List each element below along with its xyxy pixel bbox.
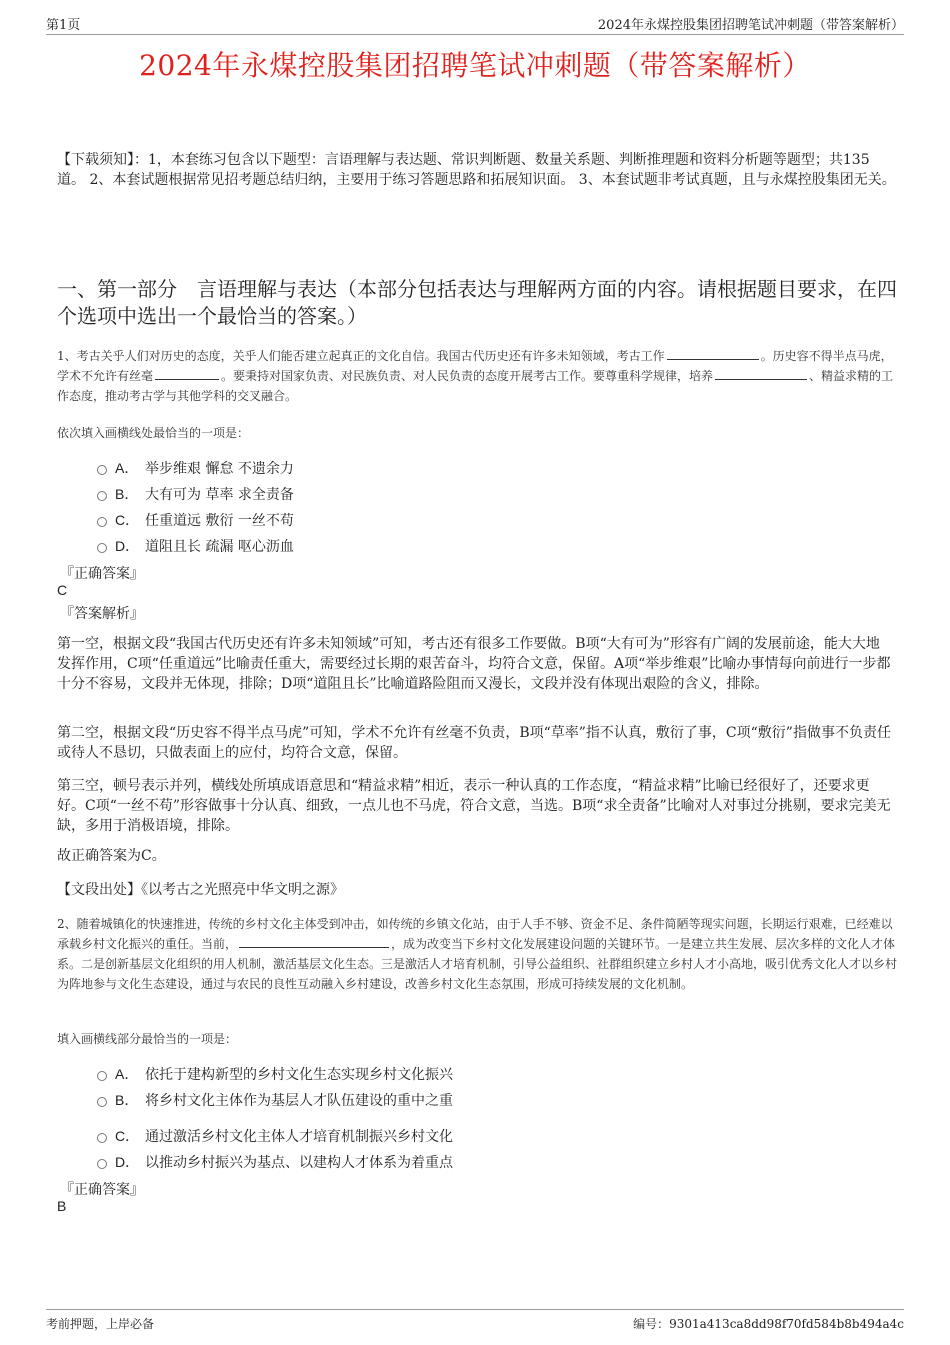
answer-label: 『正确答案』 xyxy=(60,566,144,582)
footer-slogan: 考前押题，上岸必备 xyxy=(46,1317,155,1331)
question-2-option-b[interactable]: B． 将乡村文化主体作为基层人才队伍建设的重中之重 xyxy=(97,1090,453,1110)
question-2-option-c[interactable]: C． 通过激活乡村文化主体人才培育机制振兴乡村文化 xyxy=(97,1126,453,1146)
radio-icon[interactable] xyxy=(97,1071,107,1081)
analysis-paragraph: 第二空，根据文段“历史容不得半点马虎”可知，学术不允许有丝毫不负责，B项“草率”指不认真，敷衍了事，C项“敷衍”指做事不负责任或待人不恳切，只做表面上的应付，均符合文意，保留。 xyxy=(57,725,891,761)
question-1-stem: 1、考古关乎人们对历史的态度，关乎人们能否建立起真正的文化自信。我国古代历史还有许多未知领域，考古工作 。历史容不得半点马虎，学术不允许有丝毫 。要秉持对国家负责、对民族负责、对人民负责的态度开展考古工作。要尊重科学规律，培养 、精益求精的工作态度，推动考古学与其他学科的交叉融合。 xyxy=(57,349,894,403)
page-header xyxy=(46,14,904,35)
fill-blank xyxy=(155,367,219,380)
answer-label: 『正确答案』 xyxy=(60,1182,144,1198)
question-1-option-c[interactable]: C． 任重道远 敷衍 一丝不苟 xyxy=(97,510,294,530)
fill-blank xyxy=(239,935,389,948)
page-footer xyxy=(46,1309,904,1332)
radio-icon[interactable] xyxy=(97,1133,107,1143)
question-2-option-a[interactable]: A． 依托于建构新型的乡村文化生态实现乡村文化振兴 xyxy=(97,1064,453,1084)
fill-blank xyxy=(667,347,759,360)
header-doc-title: 2024年永煤控股集团招聘笔试冲刺题（带答案解析） xyxy=(597,18,904,33)
download-notice: 【下载须知】：1，本套练习包含以下题型：言语理解与表达题、常识判断题、数量关系题、判断推理题和资料分析题等题型；共135道。 2、本套试题根据常见招考题总结归纳，主要用于练习答题思路和拓展知识面。 3、本套试题非考试真题，且与永煤控股集团无关。 xyxy=(57,152,896,188)
answer-value: B xyxy=(57,1198,67,1214)
question-2-option-d[interactable]: D． 以推动乡村振兴为基点、以建构人才体系为着重点 xyxy=(97,1152,453,1172)
document-title: 2024年永煤控股集团招聘笔试冲刺题（带答案解析） xyxy=(139,49,811,82)
analysis-conclusion: 故正确答案为C。 xyxy=(57,848,166,864)
question-2-stem: 2、随着城镇化的快速推进，传统的乡村文化主体受到冲击，如传统的乡镇文化站，由于人手不够、资金不足、条件简陋等现实问题，长期运行艰难，已经难以承载乡村文化振兴的重任。当前， ，成为改变当下乡村文化发展建设问题的关键环节。一是建立共生发展、层次多样的文化人才体系。二是创新基层文化组织的用人机制，激活基层文化生态。三是激活人才培育机制，引导公益组织、社群组织建立乡村人才小高地，吸引优秀文化人才以乡村为阵地参与文化生态建设，通过与农民的良性互动融入乡村建设，改善乡村文化生态氛围，形成可持续发展的文化机制。 xyxy=(57,917,898,991)
radio-icon[interactable] xyxy=(97,517,107,527)
answer-value: C xyxy=(57,582,68,598)
radio-icon[interactable] xyxy=(97,465,107,475)
radio-icon[interactable] xyxy=(97,1159,107,1169)
question-1-option-b[interactable]: B． 大有可为 草率 求全责备 xyxy=(97,484,294,504)
page-number: 第1页 xyxy=(46,18,81,33)
footer-doc-id: 编号：9301a413ca8dd98f70fd584b8b494a4c xyxy=(633,1317,904,1331)
radio-icon[interactable] xyxy=(97,491,107,501)
analysis-paragraph: 第三空，顿号表示并列，横线处所填成语意思和“精益求精”相近，表示一种认真的工作态度，“精益求精”比喻已经很好了，还要求更好。C项“一丝不苟”形容做事十分认真、细致，一点儿也不马虎，符合文意，当选。B项“求全责备”比喻对人对事过分挑剔，要求完美无缺，多用于消极语境，排除。 xyxy=(57,778,891,834)
source-citation: 【文段出处】《以考古之光照亮中华文明之源》 xyxy=(57,882,344,898)
analysis-label: 『答案解析』 xyxy=(60,606,144,622)
question-1-option-d[interactable]: D． 道阻且长 疏漏 呕心沥血 xyxy=(97,536,294,556)
question-2-prompt: 填入画横线部分最恰当的一项是： xyxy=(57,1032,238,1046)
radio-icon[interactable] xyxy=(97,1097,107,1107)
section-heading: 一、第一部分 言语理解与表达（本部分包括表达与理解两方面的内容。请根据题目要求，在四个选项中选出一个最恰当的答案。） xyxy=(57,277,897,328)
question-1-option-a[interactable]: A． 举步维艰 懈怠 不遗余力 xyxy=(97,458,294,478)
fill-blank xyxy=(715,367,807,380)
analysis-paragraph: 第一空，根据文段“我国古代历史还有许多未知领域”可知，考古还有很多工作要做。B项“大有可为”形容有广阔的发展前途，能大大地发挥作用，C项“任重道远”比喻责任重大，需要经过长期的艰苦奋斗，均符合文意，保留。A项“举步维艰”比喻办事情每向前进行一步都十分不容易，文段并无体现，排除；D项“道阻且长”比喻道路险阻而又漫长，文段并没有体现出艰险的含义，排除。 xyxy=(57,636,891,692)
radio-icon[interactable] xyxy=(97,543,107,553)
question-1-prompt: 依次填入画横线处最恰当的一项是： xyxy=(57,426,250,440)
